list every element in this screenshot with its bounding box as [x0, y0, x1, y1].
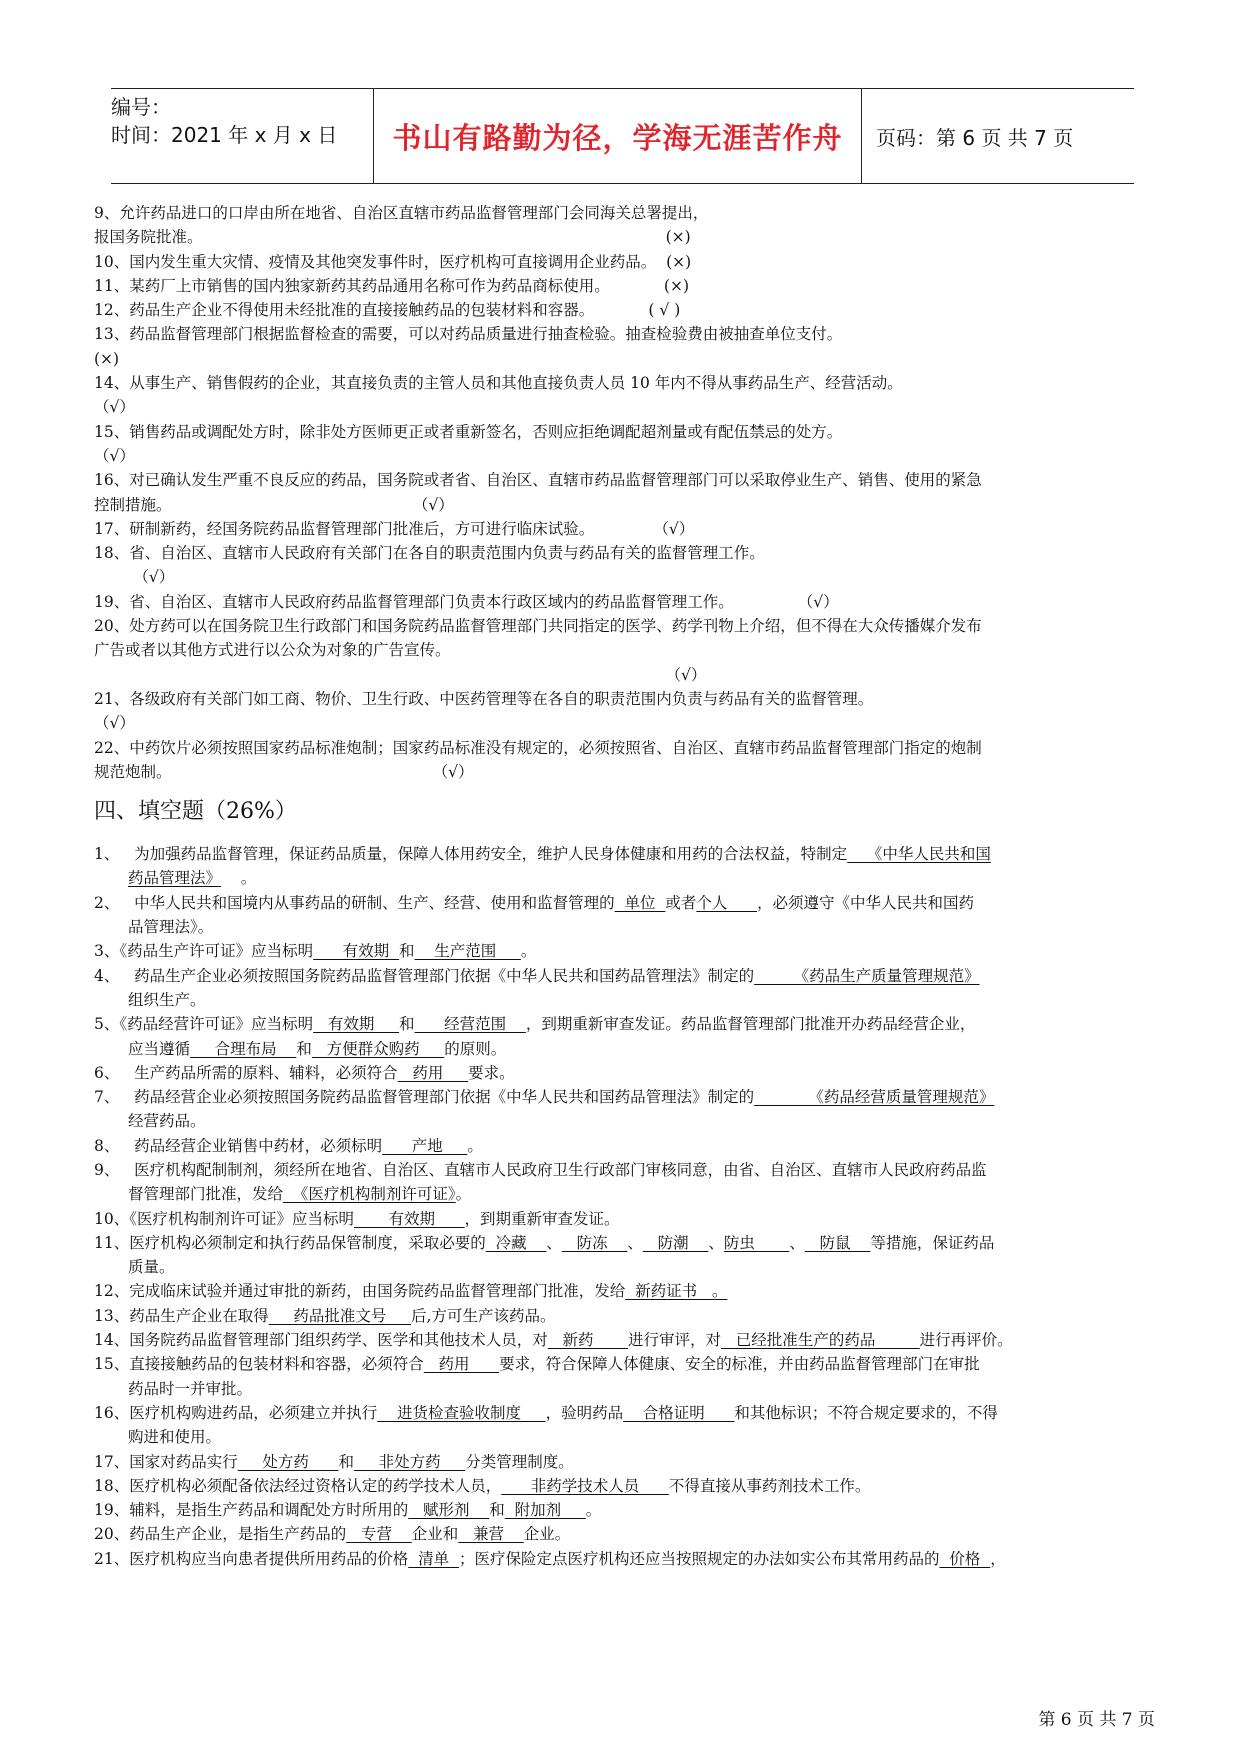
answer-blank: 合理布局 — [190, 1039, 297, 1058]
answer-blank: 已经批准生产的药品 — [721, 1331, 920, 1350]
question-2: 2、 中华人民共和国境内从事药品的研制、生产、经营、使用和监督管理的 单位 或者个人 ，必须遵守《中华人民共和国药 — [94, 893, 974, 912]
header-info-cell — [111, 89, 373, 183]
answer-blank: 非处方药 — [353, 1452, 466, 1471]
question-16-cont: 购进和使用。 — [128, 1428, 222, 1447]
judge-line: 13、药品监督管理部门根据监督检查的需要，可以对药品质量进行抽查检验。抽查检验费由被抽查单位支付。 — [94, 325, 843, 344]
judge-line: 22、中药饮片必须按照国家药品标准炮制；国家药品标准没有规定的，必须按照省、自治区、直辖市药品监督管理部门指定的炮制 — [94, 738, 982, 757]
answer-blank: 防冻 — [561, 1233, 628, 1252]
question-18: 18、医疗机构必须配备依法经过资格认定的药学技术人员， 非药学技术人员 不得直接从事药剂技术工作。 — [94, 1476, 871, 1495]
judge-line: 规范炮制。 （√） — [94, 762, 474, 781]
question-13: 13、药品生产企业在取得 药品批准文号 后,方可生产该药品。 — [94, 1306, 556, 1325]
answer-blank: 药用 — [397, 1063, 469, 1082]
judge-line: 16、对已确认发生严重不良反应的药品，国务院或者省、自治区、直辖市药品监督管理部门可以采取停业生产、销售、使用的紧急 — [94, 471, 982, 490]
question-5-cont: 应当遵循 合理布局 和 方便群众购药 的原则。 — [128, 1039, 507, 1058]
judge-line: 报国务院批准。 (×) — [94, 228, 691, 247]
answer-blank: 有效期 — [313, 1015, 400, 1034]
page-footer: 第 6 页 共 7 页 — [1038, 1710, 1155, 1730]
answer-blank: 《药品生产质量管理规范》 — [754, 966, 980, 985]
answer-blank: 专营 — [346, 1525, 412, 1544]
answer-blank: 《药品经营质量管理规范》 — [754, 1088, 995, 1107]
judge-line: 10、国内发生重大灾情、疫情及其他突发事件时，医疗机构可直接调用企业药品。 (×) — [94, 252, 692, 271]
answer-blank: 药品管理法》 — [128, 869, 222, 888]
question-9: 9、 医疗机构配制制剂，须经所在地省、自治区、直辖市人民政府卫生行政部门审核同意，由省、自治区、直辖市人民政府药品监 — [94, 1160, 987, 1179]
answer-blank: 价格 — [939, 1549, 991, 1568]
answer-blank: 经营范围 — [414, 1015, 526, 1034]
answer-blank: 《医疗机构制剂许可证》 — [283, 1185, 456, 1204]
answer-blank: 合格证明 — [623, 1403, 735, 1422]
answer-blank: 非药学技术人员 — [501, 1476, 669, 1495]
answer-blank: 药用 — [423, 1355, 500, 1374]
question-21: 21、医疗机构应当向患者提供所用药品的价格 清单 ；医疗保险定点医疗机构还应当按照规定的办法如实公布其常用药品的 价格 ， — [94, 1549, 1006, 1568]
answer-blank: 防鼠 — [804, 1233, 871, 1252]
judge-line: 17、研制新药，经国务院药品监督管理部门批准后，方可进行临床试验。 （√） — [94, 519, 695, 538]
question-14: 14、国务院药品监督管理部门组织药学、医学和其他技术人员，对 新药 进行审评，对 已经批准生产的药品 进行再评价。 — [94, 1331, 1013, 1350]
judge-line: 12、药品生产企业不得使用未经批准的直接接触药品的包装材料和容器。 ( √ ) — [94, 301, 681, 320]
answer-blank: 防潮 — [642, 1233, 709, 1252]
question-15-cont: 药品时一并审批。 — [128, 1379, 253, 1398]
answer-blank: 兼营 — [458, 1525, 524, 1544]
judge-line: （√） — [94, 714, 135, 733]
answer-blank: 冷藏 — [485, 1233, 547, 1252]
question-19: 19、辅料，是指生产药品和调配处方时所用的 赋形剂 和 附加剂 。 — [94, 1501, 602, 1520]
judge-line: 19、省、自治区、直辖市人民政府药品监督管理部门负责本行政区域内的药品监督管理工作。 （√） — [94, 592, 839, 611]
judge-line: (×) — [94, 349, 120, 368]
question-12: 12、完成临床试验并通过审批的新药，由国务院药品监督管理部门批准，发给 新药证书 。 — [94, 1282, 728, 1301]
document-body — [94, 201, 1154, 1571]
judge-line: 14、从事生产、销售假药的企业，其直接负责的主管人员和其他直接负责人员 10 年内不得从事药品生产、经营活动。 — [94, 374, 903, 393]
judge-line: 9、允许药品进口的口岸由所在地省、自治区直辖市药品监督管理部门会同海关总署提出， — [94, 204, 709, 222]
answer-blank: 进货检查验收制度 — [377, 1403, 546, 1422]
answer-blank: 生产范围 — [414, 942, 521, 961]
time-label: 时间：2021 年 x 月 x 日 — [111, 123, 338, 147]
answer-blank: 新药 — [547, 1331, 629, 1350]
section-title: 四、填空题（26%） — [94, 799, 297, 825]
judge-line: 控制措施。 （√） — [94, 495, 454, 514]
judge-line: 11、某药厂上市销售的国内独家新药其药品通用名称可作为药品商标使用。 (×) — [94, 276, 690, 295]
question-1-cont: 药品管理法》 。 — [128, 869, 257, 888]
question-3: 3、《药品生产许可证》应当标明 有效期 和 生产范围 。 — [94, 942, 537, 961]
page-info: 页码：第 6 页 共 7 页 — [876, 125, 1074, 150]
question-7: 7、 药品经营企业必须按照国务院药品监督管理部门依据《中华人民共和国药品管理法》制定的 《药品经营质量管理规范》 — [94, 1088, 995, 1107]
question-20: 20、药品生产企业，是指生产药品的 专营 企业和 兼营 企业。 — [94, 1525, 571, 1544]
judge-line: （√） — [94, 398, 135, 417]
motto-text: 书山有路勤为径，学海无涯苦作舟 — [392, 120, 843, 155]
page-header — [111, 88, 1134, 184]
answer-blank: 处方药 — [237, 1452, 339, 1471]
question-17: 17、国家对药品实行 处方药 和 非处方药 分类管理制度。 — [94, 1452, 574, 1471]
answer-blank: 药品批准文号 — [268, 1306, 412, 1325]
answer-blank: 新药证书 。 — [625, 1282, 728, 1301]
answer-blank: 个人 — [696, 893, 757, 912]
question-1: 1、 为加强药品监督管理，保证药品质量，保障人体用药安全，维护人民身体健康和用药的合法权益，特制定 《中华人民共和国 — [94, 845, 991, 864]
judge-line: （√） — [94, 446, 135, 465]
answer-blank: 赋形剂 — [408, 1501, 490, 1520]
judge-line: 20、处方药可以在国务院卫生行政部门和国务院药品监督管理部门共同指定的医学、药学刊物上介绍，但不得在大众传播媒介发布 — [94, 617, 982, 636]
number-label: 编号： — [111, 95, 171, 119]
question-9-cont: 督管理部门批准，发给 《医疗机构制剂许可证》。 — [128, 1185, 472, 1204]
true-false-section — [94, 201, 1154, 784]
question-2-cont: 品管理法》。 — [128, 918, 214, 937]
question-11-cont: 质量。 — [128, 1258, 175, 1277]
question-11: 11、医疗机构必须制定和执行药品保管制度，采取必要的 冷藏 、 防冻 、 防潮 、防虫 、 防鼠 等措施，保证药品 — [94, 1233, 995, 1252]
answer-blank: 方便群众购药 — [311, 1039, 445, 1058]
question-7-cont: 经营药品。 — [128, 1112, 206, 1131]
fill-blank-section — [94, 842, 1154, 1571]
judge-line: （√） — [94, 568, 175, 587]
header-motto-cell — [373, 89, 862, 183]
answer-blank: 有效期 — [353, 1209, 465, 1228]
answer-blank: 《中华人民共和国 — [847, 845, 991, 864]
answer-blank: 产地 — [382, 1136, 468, 1155]
question-5: 5、《药品经营许可证》应当标明 有效期 和 经营范围 ，到期重新审查发证。药品监督管理部门批准开办药品经营企业， — [94, 1015, 976, 1034]
question-15: 15、直接接触药品的包装材料和容器，必须符合 药用 要求，符合保障人体健康、安全的标准，并由药品监督管理部门在审批 — [94, 1355, 980, 1374]
judge-line: 21、各级政府有关部门如工商、物价、卫生行政、中医药管理等在各自的职责范围内负责与药品有关的监督管理。 — [94, 689, 874, 708]
question-8: 8、 药品经营企业销售中药材，必须标明 产地 。 — [94, 1136, 483, 1155]
answer-blank: 单位 — [614, 893, 666, 912]
answer-blank: 清单 — [408, 1549, 459, 1568]
answer-blank: 防虫 — [723, 1233, 790, 1252]
question-4-cont: 组织生产。 — [128, 990, 206, 1009]
question-10: 10、《医疗机构制剂许可证》应当标明 有效期 ，到期重新审查发证。 — [94, 1209, 620, 1228]
judge-line: （√） — [94, 665, 707, 684]
judge-line: 广告或者以其他方式进行以公众为对象的广告宣传。 — [94, 641, 451, 660]
question-6: 6、 生产药品所需的原料、辅料，必须符合 药用 要求。 — [94, 1063, 515, 1082]
answer-blank: 有效期 — [313, 942, 400, 961]
judge-line: 18、省、自治区、直辖市人民政府有关部门在各自的职责范围内负责与药品有关的监督管理工作。 — [94, 544, 765, 563]
question-4: 4、 药品生产企业必须按照国务院药品监督管理部门依据《中华人民共和国药品管理法》制定的 《药品生产质量管理规范》 — [94, 966, 980, 985]
header-page-cell — [862, 89, 1134, 183]
judge-line: 15、销售药品或调配处方时，除非处方医师更正或者重新签名，否则应拒绝调配超剂量或有配伍禁忌的处方。 — [94, 422, 843, 441]
question-16: 16、医疗机构购进药品，必须建立并执行 进货检查验收制度 ，验明药品 合格证明 和其他标识；不符合规定要求的，不得 — [94, 1403, 998, 1422]
answer-blank: 附加剂 — [504, 1501, 586, 1520]
